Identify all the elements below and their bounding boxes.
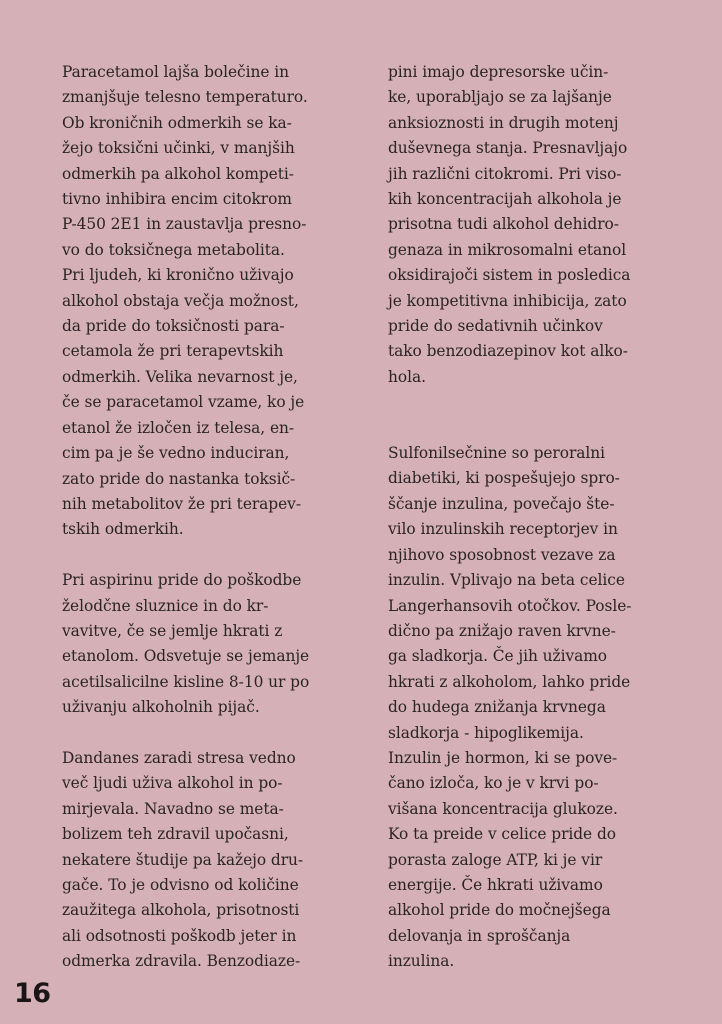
text-line: pride do sedativnih učinkov <box>388 317 603 336</box>
text-line: tako benzodiazepinov kot alko- <box>388 342 628 361</box>
text-line: anksioznosti in drugih motenj <box>388 113 619 132</box>
text-line: acetilsalicilne kisline 8-10 ur po <box>62 672 310 691</box>
text-line: žejo toksični učinki, v manjših <box>62 139 295 158</box>
text-line: uživanju alkoholnih pijač. <box>62 698 260 717</box>
text-line: Sulfonilsečnine so peroralni <box>388 444 606 463</box>
text-line: Paracetamol lajša bolečine in <box>62 63 289 81</box>
paragraph-spacer <box>388 390 668 441</box>
text-line: vo do toksičnega metabolita. <box>62 240 285 259</box>
text-line: Dandanes zaradi stresa vedno <box>62 748 296 767</box>
page-number: 16 <box>14 978 51 1009</box>
text-line: porasta zaloge ATP, ki je vir <box>388 850 603 869</box>
right-text-column <box>388 60 668 975</box>
text-line: sladkorja - hipoglikemija. <box>388 723 584 742</box>
text-line: višana koncentracija glukoze. <box>388 799 618 818</box>
text-line: Langerhansovih otočkov. Posle- <box>388 596 632 615</box>
text-line: pini imajo depresorske učin- <box>388 63 609 81</box>
text-line: da pride do toksičnosti para- <box>62 317 285 336</box>
text-line: ga sladkorja. Če jih uživamo <box>388 647 607 666</box>
text-line: vilo inzulinskih receptorjev in <box>388 520 618 539</box>
text-line: odmerkih pa alkohol kompeti- <box>62 164 294 183</box>
text-line: etanolom. Odsvetuje se jemanje <box>62 647 310 666</box>
text-line: hola. <box>388 367 426 386</box>
text-line: tivno inhibira encim citokrom <box>62 190 292 209</box>
text-line: ke, uporabljajo se za lajšanje <box>388 88 612 107</box>
text-line: nekatere študije pa kažejo dru- <box>62 850 304 869</box>
text-line: Ko ta preide v celice pride do <box>388 825 616 844</box>
text-line: P-450 2E1 in zaustavlja presno- <box>62 215 307 234</box>
text-line: ali odsotnosti poškodb jeter in <box>62 926 297 945</box>
sedatives-paragraph <box>62 746 342 975</box>
left-text-column <box>62 60 342 975</box>
text-line: Pri aspirinu pride do poškodbe <box>62 571 302 590</box>
text-line: bolizem teh zdravil upočasni, <box>62 825 289 844</box>
text-line: gače. To je odvisno od količine <box>62 875 299 894</box>
paragraph-spacer <box>62 721 342 746</box>
text-line: ščanje inzulina, povečajo šte- <box>388 494 615 513</box>
text-line: alkohol pride do močnejšega <box>388 901 611 920</box>
text-line: inzulina. <box>388 952 455 971</box>
paragraph-spacer <box>62 543 342 568</box>
text-line: Ob kroničnih odmerkih se ka- <box>62 113 292 132</box>
text-line: zaužitega alkohola, prisotnosti <box>62 901 300 920</box>
text-line: inzulin. Vplivajo na beta celice <box>388 571 625 590</box>
text-line: etanol že izločen iz telesa, en- <box>62 418 295 437</box>
text-line: več ljudi uživa alkohol in po- <box>62 774 283 793</box>
text-line: mirjevala. Navadno se meta- <box>62 799 284 818</box>
text-line: Inzulin je hormon, ki se pove- <box>388 748 618 767</box>
text-line: diabetiki, ki pospešujejo spro- <box>388 469 620 488</box>
text-line: genaza in mikrosomalni etanol <box>388 240 627 259</box>
text-line: duševnega stanja. Presnavljajo <box>388 139 628 158</box>
text-line: kih koncentracijah alkohola je <box>388 190 622 209</box>
text-line: odmerka zdravila. Benzodiaze- <box>62 952 301 971</box>
text-line: tskih odmerkih. <box>62 520 184 539</box>
text-line: cim pa je še vedno induciran, <box>62 444 290 463</box>
text-line: čano izloča, ko je v krvi po- <box>388 774 599 793</box>
text-line: prisotna tudi alkohol dehidro- <box>388 215 619 234</box>
text-line: oksidirajoči sistem in posledica <box>388 266 631 285</box>
text-line: nih metabolitov že pri terapev- <box>62 494 301 513</box>
text-line: če se paracetamol vzame, ko je <box>62 393 305 412</box>
text-line: njihovo sposobnost vezave za <box>388 545 616 564</box>
text-line: dično pa znižajo raven krvne- <box>388 621 616 640</box>
paracetamol-paragraph <box>62 60 342 543</box>
text-line: do hudega znižanja krvnega <box>388 698 606 717</box>
text-line: zmanjšuje telesno temperaturo. <box>62 88 308 107</box>
text-line: zato pride do nastanka toksič- <box>62 469 296 488</box>
benzodiazepines-paragraph <box>388 60 668 390</box>
text-line: energije. Če hkrati uživamo <box>388 875 603 894</box>
text-line: jih različni citokromi. Pri viso- <box>388 164 622 183</box>
text-line: odmerkih. Velika nevarnost je, <box>62 367 298 386</box>
text-line: cetamola že pri terapevtskih <box>62 342 284 361</box>
text-line: delovanja in sproščanja <box>388 926 571 945</box>
text-line: Pri ljudeh, ki kronično uživajo <box>62 266 294 285</box>
text-line: je kompetitivna inhibicija, zato <box>388 291 627 310</box>
text-line: alkohol obstaja večja možnost, <box>62 291 299 310</box>
sulfonylureas-paragraph <box>388 441 668 975</box>
text-line: želodčne sluznice in do kr- <box>62 596 269 615</box>
text-line: hkrati z alkoholom, lahko pride <box>388 672 631 691</box>
aspirin-paragraph <box>62 568 342 720</box>
text-line: vavitve, če se jemlje hkrati z <box>62 621 283 640</box>
